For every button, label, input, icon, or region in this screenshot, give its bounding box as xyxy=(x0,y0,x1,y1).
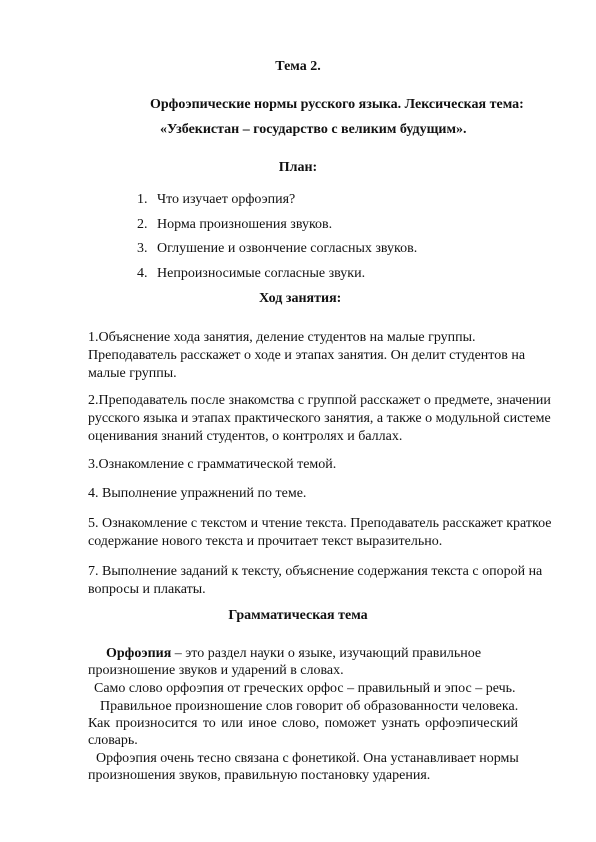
paragraph-1-line-2: Преподаватель расскажет о ходе и этапах занятия. Он делит студентов на xyxy=(88,348,526,363)
paragraph-3: 3.Ознакомление с грамматической темой. xyxy=(88,457,337,472)
paragraph-5-line-1: 5. Ознакомление с текстом и чтение текста. Преподаватель расскажет краткое xyxy=(88,516,552,531)
paragraph-4: 4. Выполнение упражнений по теме. xyxy=(88,486,307,501)
definition-paragraph: Орфоэпия – это раздел науки о языке, изучающий правильное xyxy=(106,646,482,661)
paragraph-7-line-1: 7. Выполнение заданий к тексту, объяснение содержания текста с опорой на xyxy=(88,564,543,579)
plan-item: 1. Что изучает орфоэпия? xyxy=(137,192,296,207)
term-orfoepiya: Орфоэпия xyxy=(106,646,172,661)
phonetics-line-2: произношения звуков, правильную постановку ударения. xyxy=(88,768,431,783)
paragraph-1-line-1: 1.Объяснение хода занятия, деление студентов на малые группы. xyxy=(88,330,476,345)
phonetics-line-1: Орфоэпия очень тесно связана с фонетикой. Она устанавливает нормы xyxy=(96,751,519,766)
plan-list xyxy=(137,191,417,289)
plan-heading: План: xyxy=(278,160,318,175)
importance-line-2: Как произносится то или иное слово, поможет узнать орфоэпический xyxy=(88,716,518,731)
title-line-2: «Узбекистан – государство с великим будущим». xyxy=(160,122,467,137)
paragraph-2-line-1: 2.Преподаватель после знакомства с группой расскажет о предмете, значении xyxy=(88,393,551,408)
paragraph-7-line-2: вопросы и плакаты. xyxy=(88,582,206,597)
topic-number: Тема 2. xyxy=(275,59,321,74)
importance-line-3: словарь. xyxy=(88,733,138,748)
lesson-heading: Ход занятия: xyxy=(259,291,342,306)
paragraph-2-line-3: оценивания знаний студентов, о контролях и баллах. xyxy=(88,429,403,444)
plan-item: 2. Норма произношения звуков. xyxy=(137,216,333,232)
paragraph-1-line-3: малые группы. xyxy=(88,366,177,381)
grammar-heading: Грамматическая тема xyxy=(228,608,368,623)
definition-line-2: произношение звуков и ударений в словах. xyxy=(88,663,344,678)
importance-line-1: Правильное произношение слов говорит об образованности человека. xyxy=(100,699,519,714)
title-line-1: Орфоэпические нормы русского языка. Лексическая тема: xyxy=(150,97,524,112)
plan-item: 4. Непроизносимые согласные звуки. xyxy=(137,265,366,281)
etymology-line: Само слово орфоэпия от греческих орфос – правильный и эпос – речь. xyxy=(94,681,516,696)
paragraph-5-line-2: содержание нового текста и прочитает текст выразительно. xyxy=(88,534,443,549)
paragraph-2-line-2: русского языка и этапах практического занятия, а также о модульной системе xyxy=(88,411,551,426)
plan-item: 3. Оглушение и озвончение согласных звуков. xyxy=(137,241,418,256)
